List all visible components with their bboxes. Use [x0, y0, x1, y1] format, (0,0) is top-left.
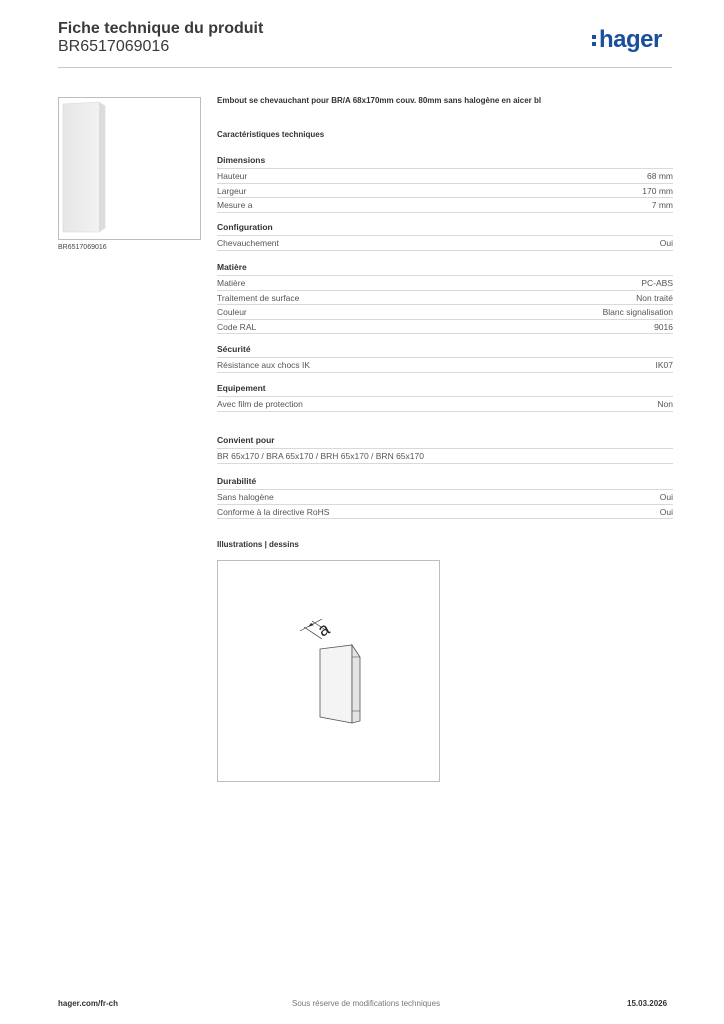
- spec-label: Sans halogène: [217, 492, 274, 502]
- product-image: [59, 98, 200, 239]
- spec-label: Traitement de surface: [217, 292, 300, 303]
- spec-row: [217, 449, 673, 464]
- spec-row: [217, 236, 673, 251]
- section-title: Sécurité: [217, 344, 673, 358]
- spec-row: [217, 320, 673, 335]
- spec-label: Hauteur: [217, 171, 248, 181]
- spec-label: Chevauchement: [217, 238, 279, 248]
- section-title: Matière: [217, 262, 673, 276]
- spec-value: 170 mm: [642, 185, 673, 196]
- spec-value: IK07: [655, 360, 673, 370]
- spec-value: 9016: [654, 321, 673, 332]
- illustration-frame: [217, 560, 440, 782]
- spec-label: Matière: [217, 278, 246, 288]
- section-securite: [217, 344, 673, 373]
- technical-characteristics-title: Caractéristiques techniques: [217, 130, 325, 139]
- hager-logo: [592, 26, 662, 54]
- section-equipement: [217, 383, 673, 412]
- spec-label: Conforme à la directive RoHS: [217, 506, 330, 517]
- spec-row: [217, 358, 673, 373]
- section-convient: [217, 435, 673, 464]
- product-caption: BR6517069016: [58, 244, 107, 251]
- spec-row: [217, 397, 673, 412]
- spec-label: Largeur: [217, 185, 247, 196]
- section-matiere: [217, 262, 673, 334]
- spec-row: [217, 305, 673, 320]
- product-description: Embout se chevauchant pour BR/A 68x170mm couv. 80mm sans halogène en aicer bl: [217, 96, 542, 105]
- spec-row: [217, 184, 673, 199]
- spec-value: Non traité: [636, 292, 673, 303]
- spec-value: 68 mm: [647, 171, 673, 181]
- spec-label: Code RAL: [217, 321, 257, 332]
- spec-value: PC-ABS: [641, 278, 673, 288]
- section-configuration: [217, 222, 673, 251]
- spec-value: Oui: [659, 238, 673, 248]
- spec-label: Couleur: [217, 307, 247, 317]
- section-dimensions: [217, 155, 673, 213]
- header-divider: [58, 67, 672, 68]
- spec-value: Blanc signalisation: [602, 307, 673, 317]
- section-title: Dimensions: [217, 155, 673, 169]
- spec-row: [217, 198, 673, 213]
- spec-label: BR 65x170 / BRA 65x170 / BRH 65x170 / BRN 65x170: [217, 451, 424, 461]
- spec-row: [217, 291, 673, 306]
- dimension-label: a: [314, 618, 333, 641]
- spec-value: Oui: [659, 492, 673, 502]
- spec-row: [217, 276, 673, 291]
- section-title: Durabilité: [217, 476, 673, 490]
- spec-label: Mesure a: [217, 200, 253, 210]
- section-durabilite: [217, 476, 673, 519]
- product-image-frame: [58, 97, 201, 240]
- spec-value: 7 mm: [651, 200, 673, 210]
- section-title: Configuration: [217, 222, 673, 236]
- section-title: Equipement: [217, 383, 673, 397]
- page-title: Fiche technique du produit: [58, 20, 264, 37]
- technical-drawing: [218, 561, 439, 781]
- footer-date: 15.03.2026: [627, 999, 668, 1008]
- spec-value: Non: [657, 399, 673, 409]
- footer-website-link[interactable]: hager.com/fr-ch: [58, 999, 119, 1008]
- spec-row: [217, 505, 673, 520]
- section-title: Convient pour: [217, 435, 673, 449]
- footer-notice: Sous réserve de modifications techniques: [292, 999, 441, 1008]
- spec-label: Avec film de protection: [217, 399, 303, 409]
- logo-text: hager: [599, 26, 662, 53]
- logo-dots-icon: [592, 32, 596, 49]
- illustrations-title: Illustrations | dessins: [217, 540, 299, 549]
- spec-row: [217, 490, 673, 505]
- spec-value: Oui: [659, 506, 673, 517]
- spec-label: Résistance aux chocs IK: [217, 360, 311, 370]
- product-reference: BR6517069016: [58, 38, 170, 55]
- spec-row: [217, 169, 673, 184]
